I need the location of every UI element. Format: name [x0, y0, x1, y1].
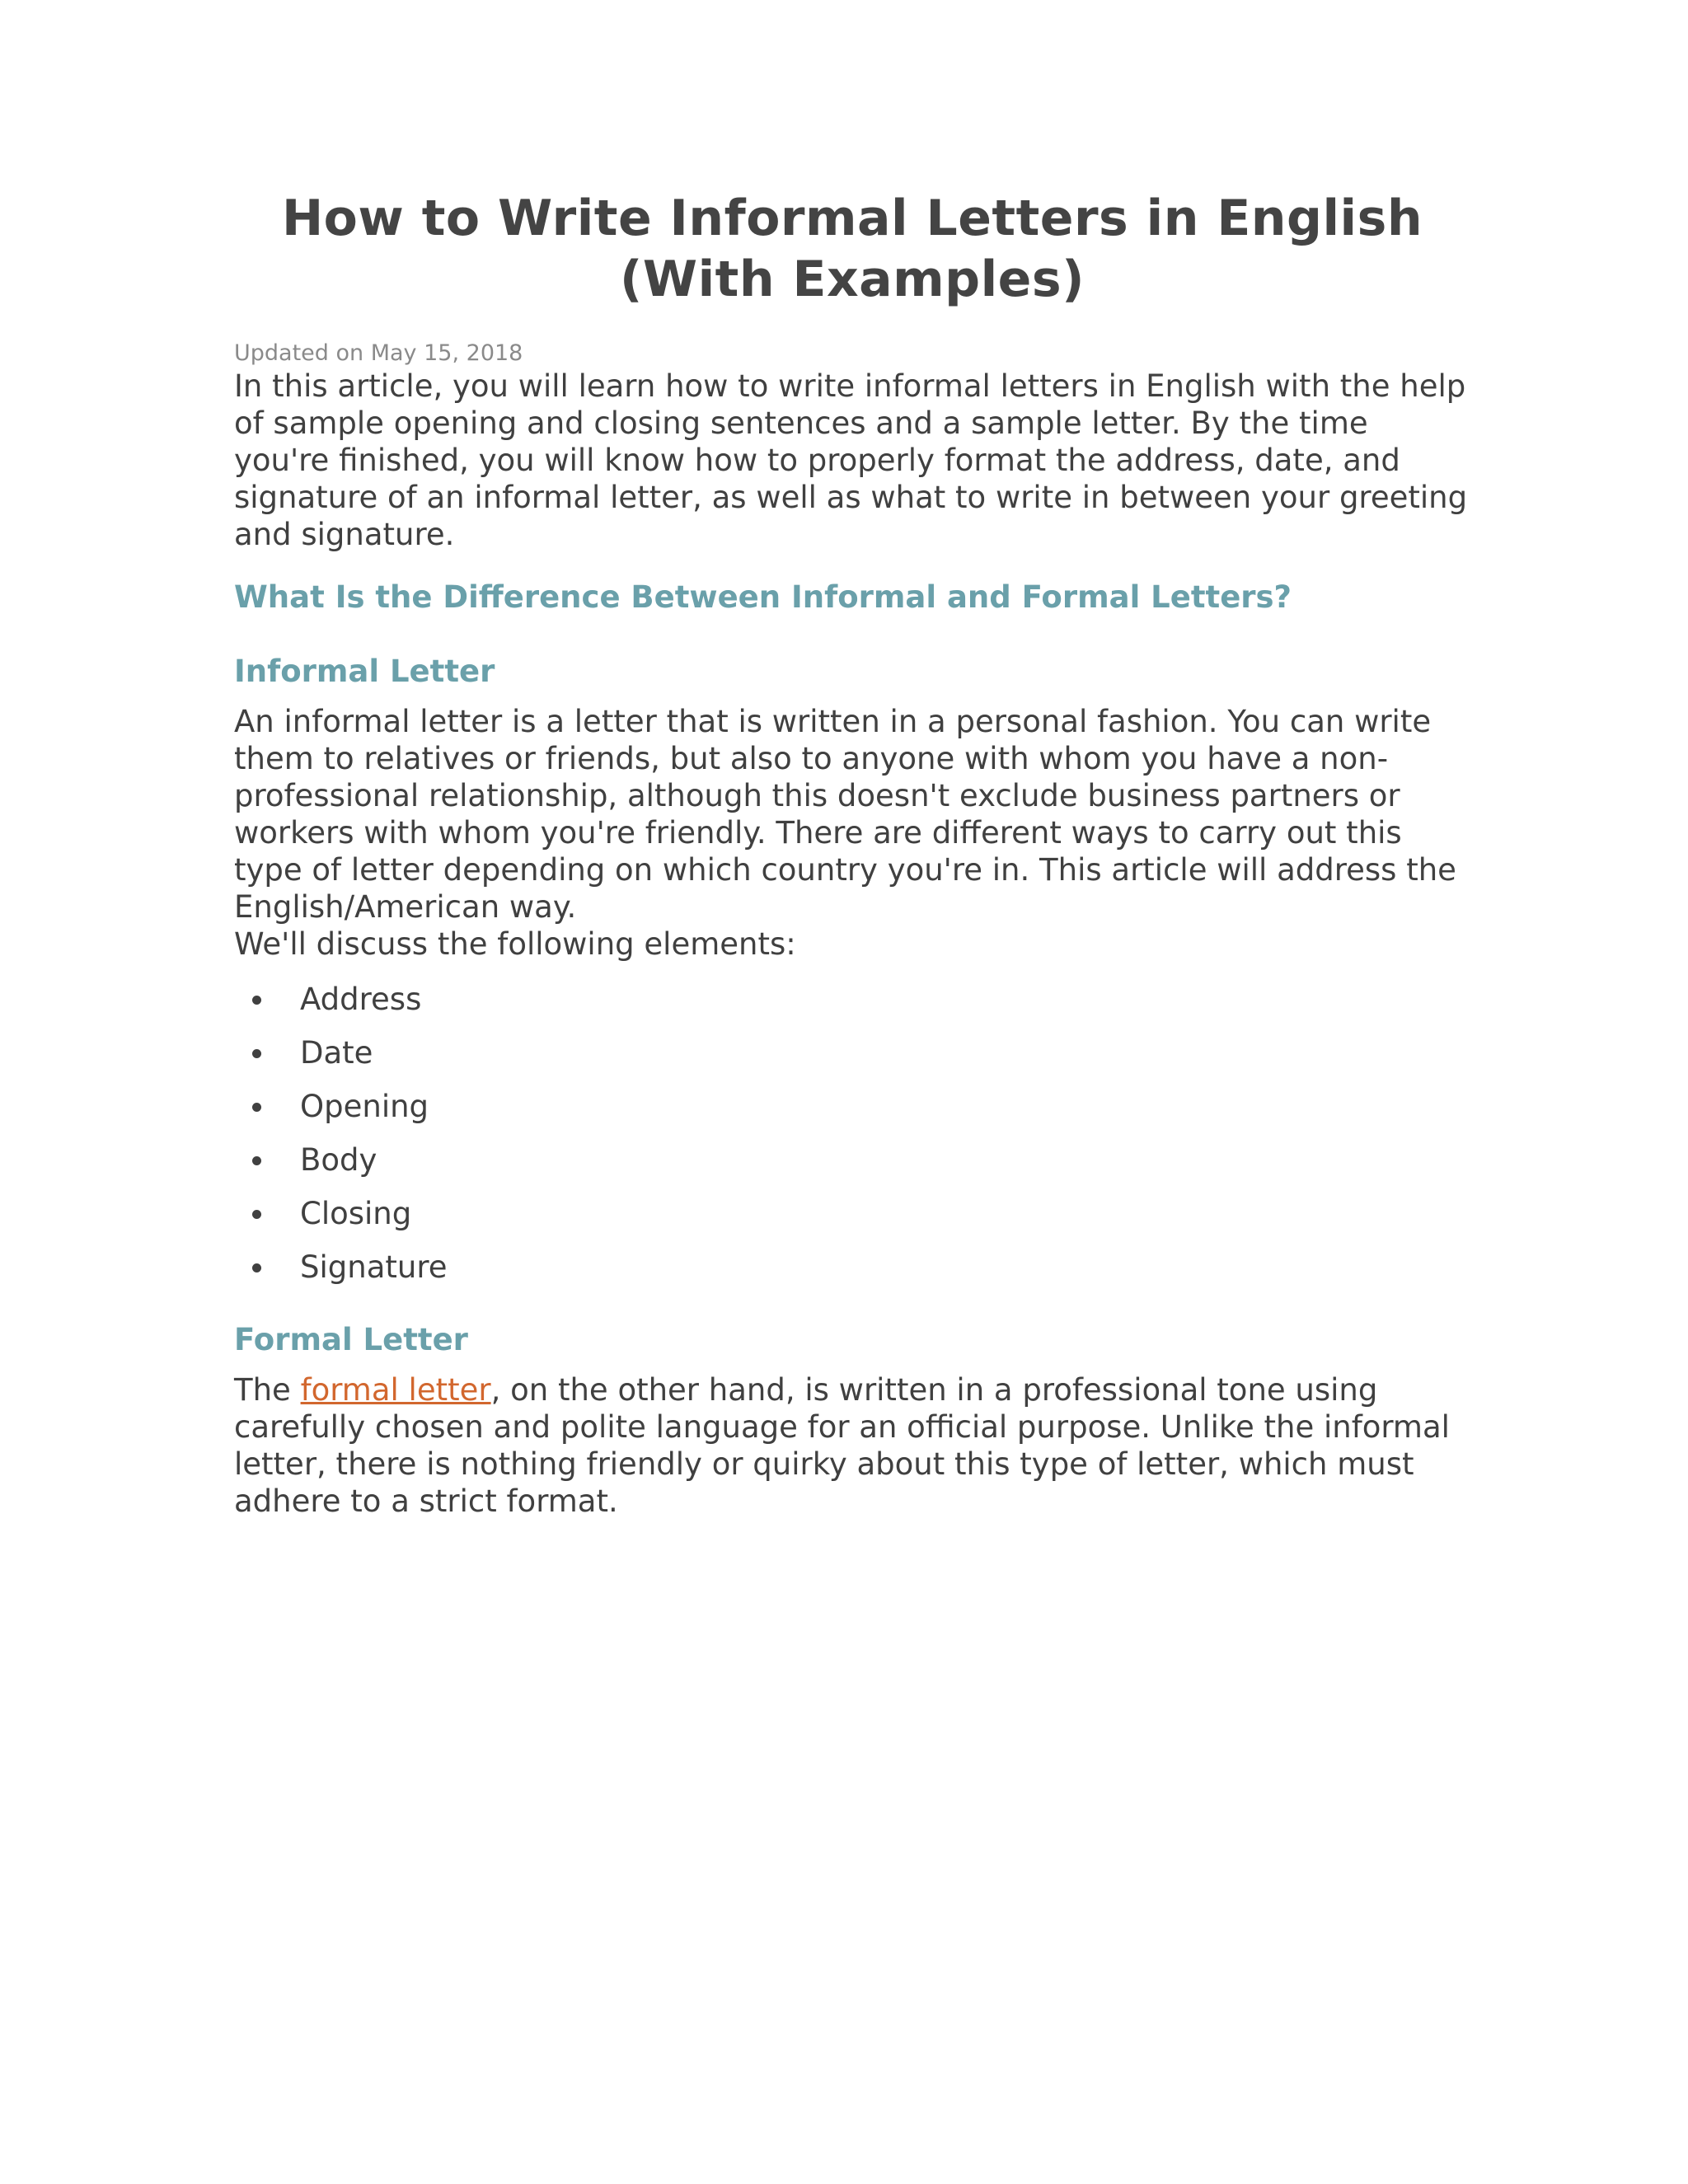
bullet-icon	[252, 1210, 261, 1219]
bullet-icon	[252, 1156, 261, 1165]
informal-letter-paragraph: An informal letter is a letter that is written in a personal fashion. You can write them to relatives or friends, but also to anyone with whom you have a non-professional relationship, although this doesn't exclude business partners or workers with whom you're friendly. There are different ways to carry out this type of letter depending on which country you're in. This article will address the English/American way.	[234, 704, 1456, 925]
formal-letter-rest: , on the other hand, is written in a professional tone using carefully chosen and polite language for an official purpose. Unlike the informal letter, there is nothing friendly or quirky about this type of letter, which must adhere to a strict format.	[234, 1372, 1450, 1519]
elements-intro: We'll discuss the following elements:	[234, 926, 796, 962]
list-item: Date	[234, 1034, 1470, 1071]
intro-paragraph: In this article, you will learn how to write informal letters in English with the help of sample opening and closing sentences and a sample letter. By the time you're finished, you will know how to properly format the address, date, and signature of an informal letter, as well as what to write in between your greeting and signature.	[234, 368, 1468, 552]
formal-letter-prefix: The	[234, 1372, 301, 1408]
article	[234, 188, 1470, 1520]
list-item: Signature	[234, 1249, 1470, 1286]
list-item: Address	[234, 981, 1470, 1018]
section-heading-difference: What Is the Difference Between Informal and Formal Letters?	[234, 579, 1292, 615]
bullet-icon	[252, 1103, 261, 1112]
list-item: Closing	[234, 1195, 1470, 1232]
formal-letter-paragraph	[234, 1371, 1470, 1520]
article-title-line-2: (With Examples)	[620, 251, 1085, 308]
informal-letter-heading: Informal Letter	[234, 654, 495, 689]
updated-date: Updated on May 15, 2018	[234, 340, 523, 366]
article-title-line-1: How to Write Informal Letters in English	[281, 190, 1423, 247]
formal-letter-link[interactable]: formal letter	[300, 1372, 491, 1408]
formal-letter-heading: Formal Letter	[234, 1322, 468, 1357]
list-item: Body	[234, 1141, 1470, 1179]
list-item: Opening	[234, 1088, 1470, 1125]
bullet-icon	[252, 1049, 261, 1058]
article-title	[234, 188, 1470, 310]
bullet-icon	[252, 996, 261, 1005]
bullet-icon	[252, 1263, 261, 1272]
elements-list	[234, 981, 1470, 1286]
